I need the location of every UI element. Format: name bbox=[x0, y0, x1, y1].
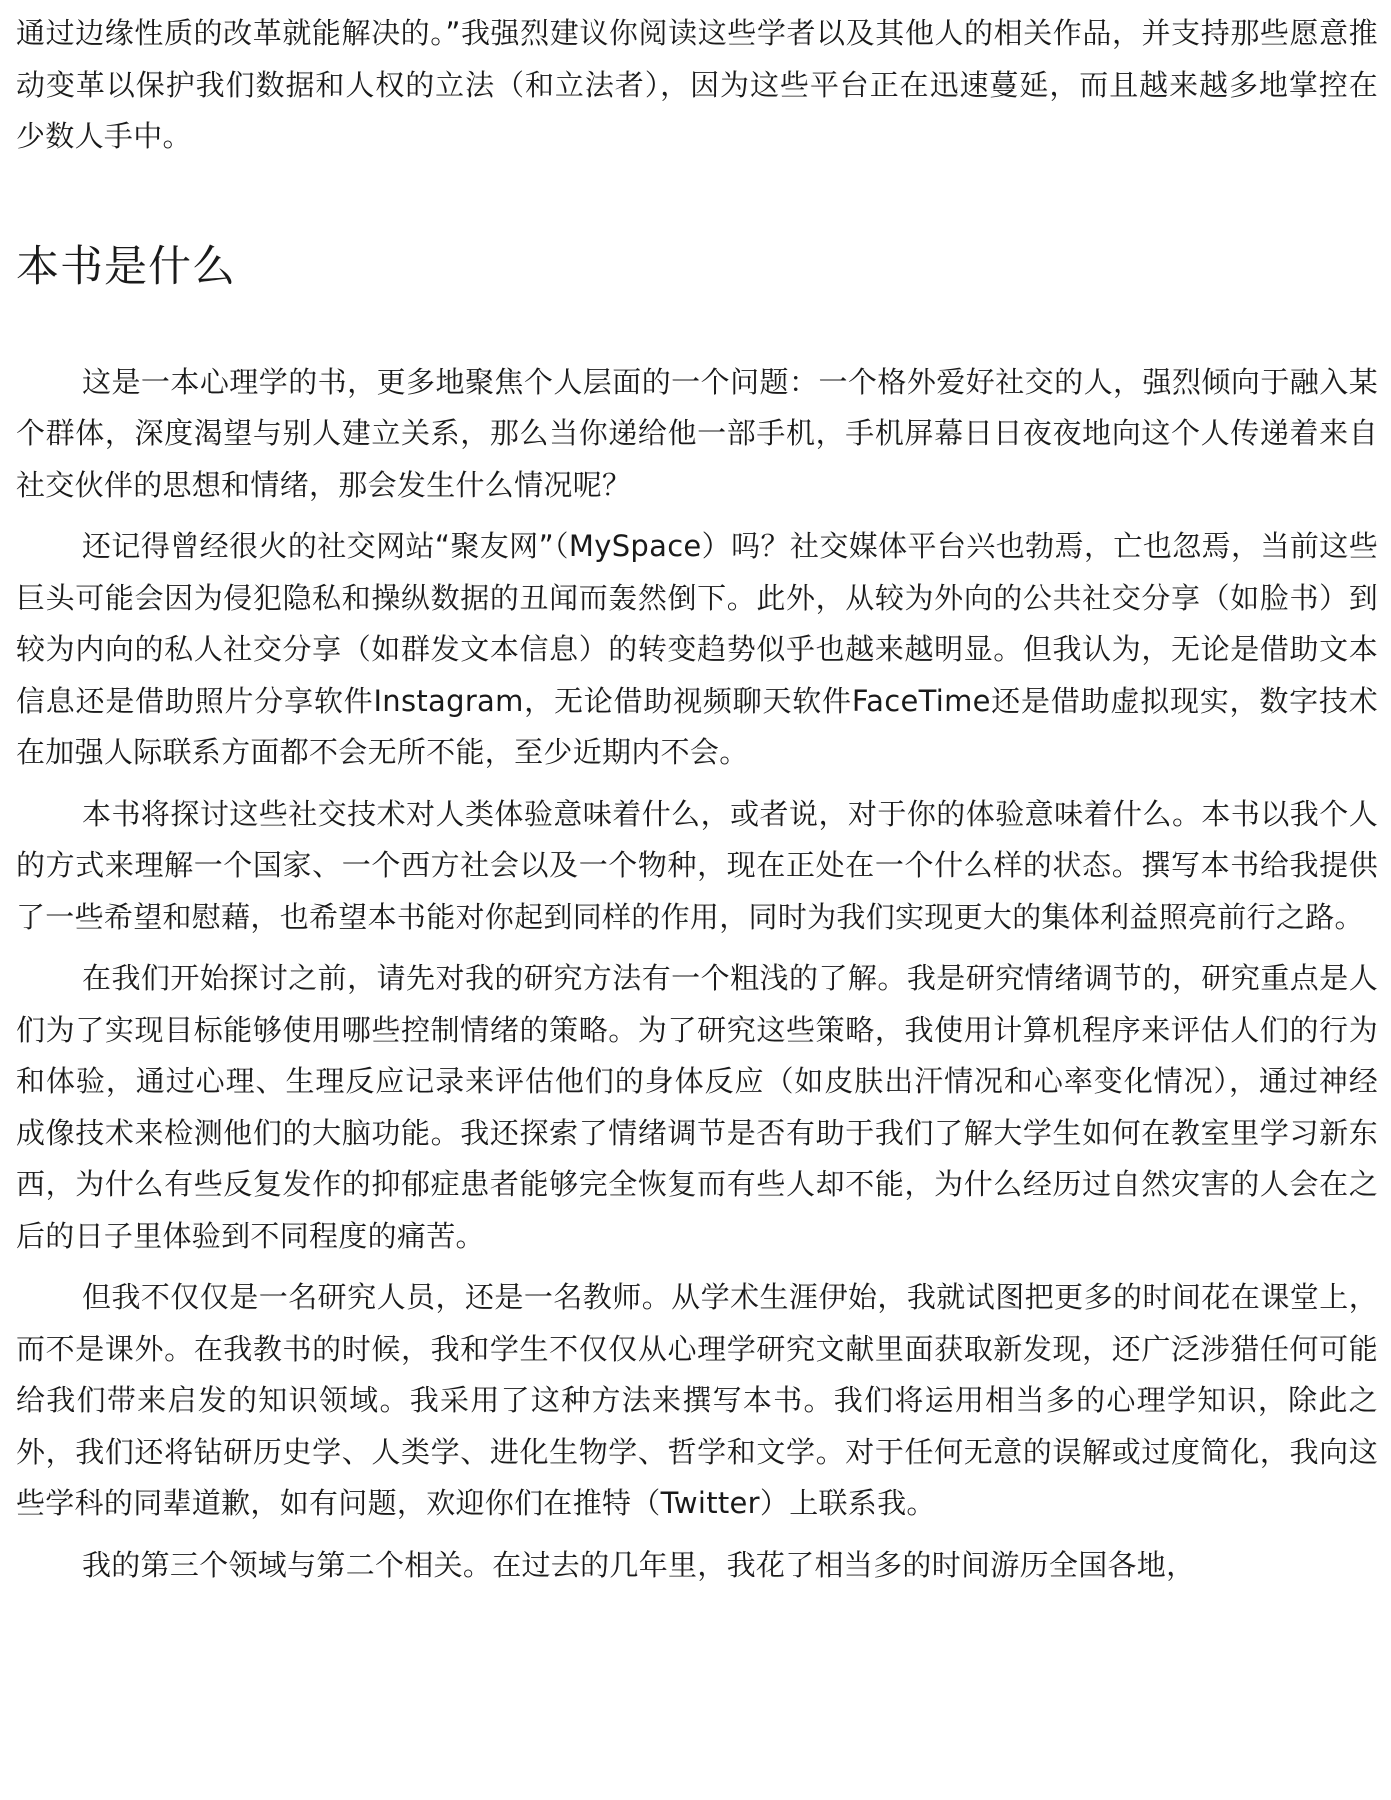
section-heading: 本书是什么 bbox=[16, 241, 236, 292]
body-paragraph: 还记得曾经很火的社交网站“聚友网”（MySpace）吗？社交媒体平台兴也勃焉，亡也忽焉，当前这些巨头可能会因为侵犯隐私和操纵数据的丑闻而轰然倒下。此外，从较为外向的公共社交分享（如脸书）到较为内向的私人社交分享（如群发文本信息）的转变趋势似乎也越来越明显。但我认为，无论是借助文本信息还是借助照片分享软件Instagram，无论借助视频聊天软件FaceTime还是借助虚拟现实，数字技术在加强人际联系方面都不会无所不能，至少近期内不会。 bbox=[16, 529, 1378, 769]
intro-paragraph: 通过边缘性质的改革就能解决的。”我强烈建议你阅读这些学者以及其他人的相关作品，并支持那些愿意推动变革以保护我们数据和人权的立法（和立法者），因为这些平台正在迅速蔓延，而且越来越多地掌控在少数人手中。 bbox=[16, 16, 1378, 153]
body-paragraph: 我的第三个领域与第二个相关。在过去的几年里，我花了相当多的时间游历全国各地， bbox=[82, 1547, 1196, 1582]
section-body bbox=[16, 357, 1378, 1592]
body-paragraph: 在我们开始探讨之前，请先对我的研究方法有一个粗浅的了解。我是研究情绪调节的，研究重点是人们为了实现目标能够使用哪些控制情绪的策略。为了研究这些策略，我使用计算机程序来评估人们的行为和体验，通过心理、生理反应记录来评估他们的身体反应（如皮肤出汗情况和心率变化情况），通过神经成像技术来检测他们的大脑功能。我还探索了情绪调节是否有助于我们了解大学生如何在教室里学习新东西，为什么有些反复发作的抑郁症患者能够完全恢复而有些人却不能，为什么经历过自然灾害的人会在之后的日子里体验到不同程度的痛苦。 bbox=[16, 961, 1378, 1253]
body-paragraph: 这是一本心理学的书，更多地聚焦个人层面的一个问题：一个格外爱好社交的人，强烈倾向于融入某个群体，深度渴望与别人建立关系，那么当你递给他一部手机，手机屏幕日日夜夜地向这个人传递着来自社交伙伴的思想和情绪，那会发生什么情况呢？ bbox=[16, 364, 1378, 502]
body-paragraph: 本书将探讨这些社交技术对人类体验意味着什么，或者说，对于你的体验意味着什么。本书以我个人的方式来理解一个国家、一个西方社会以及一个物种，现在正处在一个什么样的状态。撰写本书给我提供了一些希望和慰藉，也希望本书能对你起到同样的作用，同时为我们实现更大的集体利益照亮前行之路。 bbox=[16, 796, 1378, 934]
body-paragraph: 但我不仅仅是一名研究人员，还是一名教师。从学术生涯伊始，我就试图把更多的时间花在课堂上，而不是课外。在我教书的时候，我和学生不仅仅从心理学研究文献里面获取新发现，还广泛涉猎任何可能给我们带来启发的知识领域。我采用了这种方法来撰写本书。我们将运用相当多的心理学知识，除此之外，我们还将钻研历史学、人类学、进化生物学、哲学和文学。对于任何无意的误解或过度简化，我向这些学科的同辈道歉，如有问题，欢迎你们在推特（Twitter）上联系我。 bbox=[16, 1280, 1378, 1520]
document-page bbox=[16, 8, 1378, 1591]
